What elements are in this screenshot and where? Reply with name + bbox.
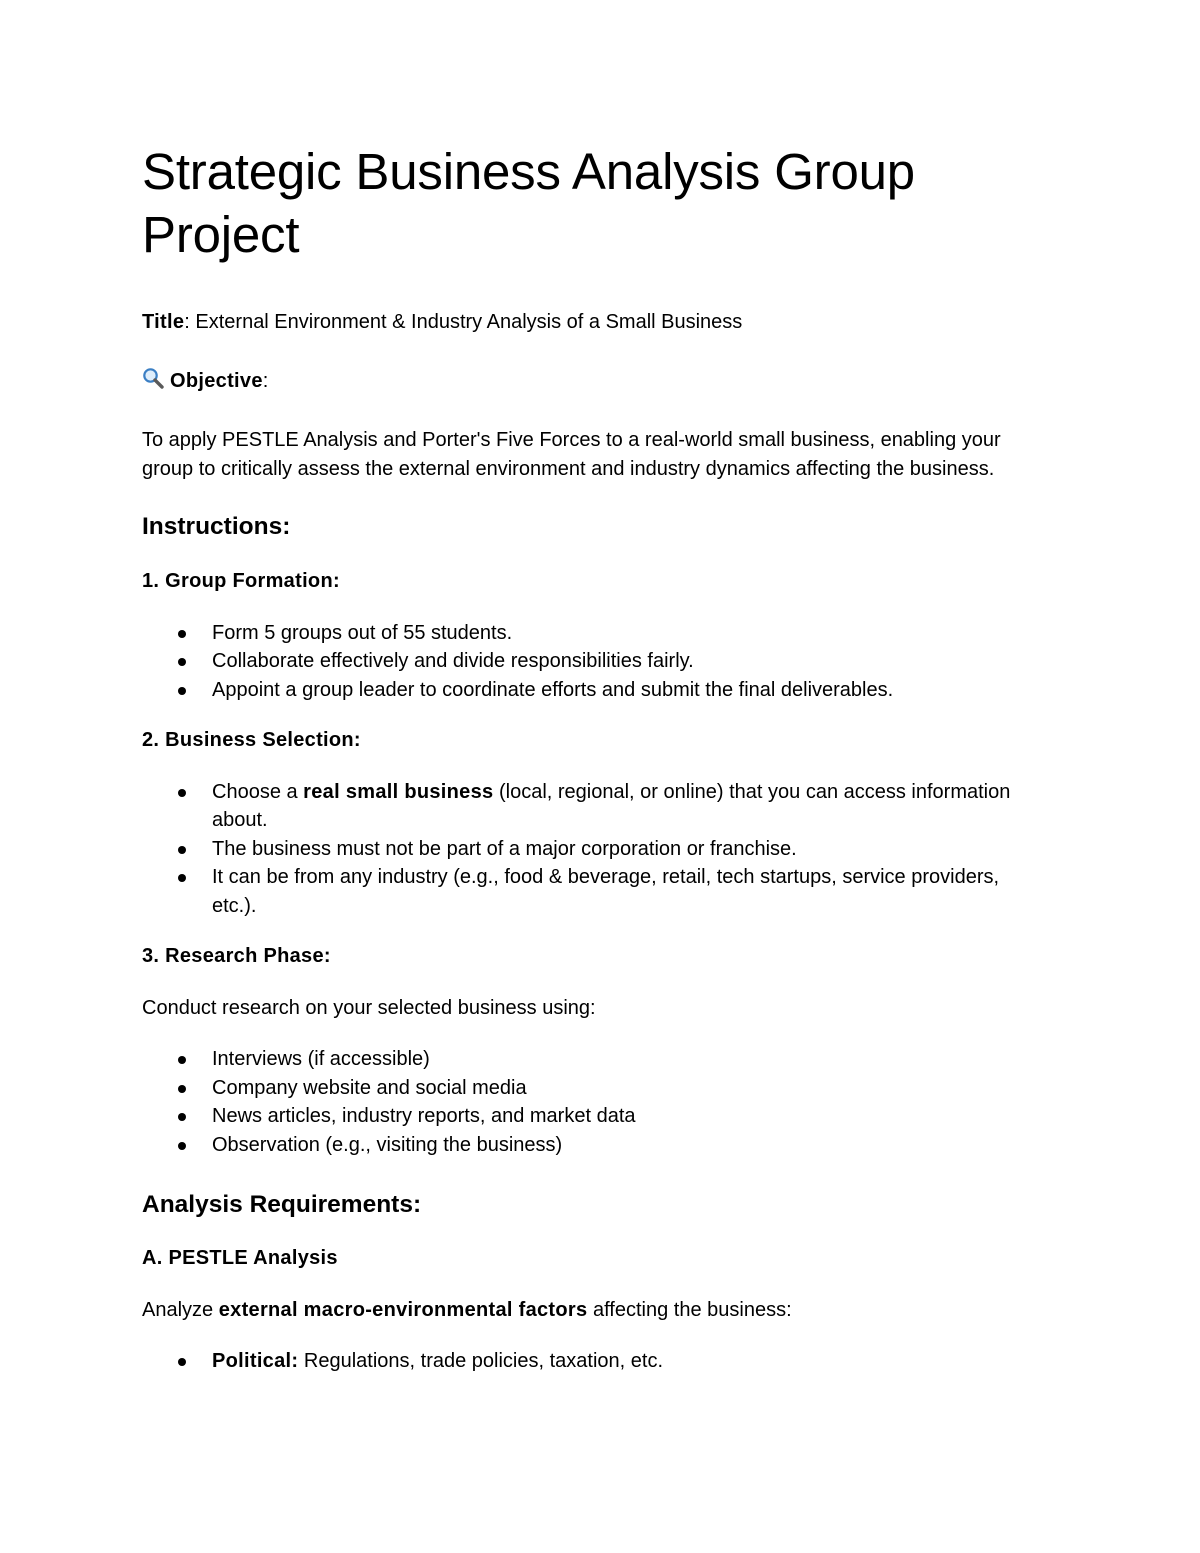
objective-text: To apply PESTLE Analysis and Porter's Five Forces to a real-world small business, enabling your group to critically assess the external environment and industry dynamics affecting the business. (142, 429, 1001, 480)
list-item (142, 1074, 1042, 1103)
list-item (142, 1131, 1042, 1160)
list-item-emphasis: real small business (303, 780, 494, 803)
objective-label: Objective (170, 369, 263, 392)
title-label: Title (142, 311, 185, 333)
political-text: Regulations, trade policies, taxation, etc. (298, 1350, 664, 1372)
business-selection-list (142, 778, 1042, 921)
document-title: Strategic Business Analysis Group Project (142, 143, 915, 263)
analysis-requirements-heading: Analysis Requirements: (142, 1191, 422, 1218)
list-item (142, 863, 1042, 920)
pestle-lead-post: affecting the business: (587, 1298, 792, 1321)
bullet-icon (178, 789, 186, 797)
list-item-text: It can be from any industry (e.g., food & beverage, retail, tech startups, service providers, etc.). (212, 866, 1000, 917)
list-item (142, 1102, 1042, 1131)
group-formation-list (142, 619, 1042, 705)
list-item-text: Collaborate effectively and divide responsibilities fairly. (212, 650, 694, 672)
pestle-lead-text (142, 1296, 1042, 1325)
bullet-icon (178, 658, 186, 666)
list-item-text: News articles, industry reports, and market data (212, 1105, 636, 1127)
magnifying-glass-icon (142, 367, 164, 398)
list-item (142, 1045, 1042, 1074)
list-item-text-pre: Choose a (212, 780, 304, 803)
political-label: Political: (212, 1350, 299, 1372)
bullet-icon (178, 1056, 186, 1064)
pestle-factors-list (142, 1347, 1042, 1376)
research-sources-list (142, 1045, 1042, 1159)
title-separator: : (184, 311, 190, 333)
instructions-heading: Instructions: (142, 513, 291, 540)
bullet-icon (178, 874, 186, 882)
list-item (142, 647, 1042, 676)
research-lead-text: Conduct research on your selected business using: (142, 996, 596, 1019)
document-content (142, 140, 1042, 1376)
list-item-text: Form 5 groups out of 55 students. (212, 621, 513, 644)
group-formation-heading: 1. Group Formation: (142, 570, 340, 592)
list-item (142, 619, 1042, 648)
pestle-lead-emphasis: external macro-environmental factors (218, 1298, 588, 1321)
project-title-line (142, 308, 1042, 337)
list-item-text: The business must not be part of a major corporation or franchise. (212, 837, 797, 860)
objective-heading-line (142, 367, 1042, 398)
list-item (142, 676, 1042, 705)
list-item-text: Company website and social media (212, 1076, 527, 1099)
list-item-text-post: (local, regional, or online) that you can access information about. (212, 780, 1011, 831)
pestle-lead-pre: Analyze (142, 1298, 219, 1321)
list-item-text: Observation (e.g., visiting the business) (212, 1133, 563, 1156)
business-selection-heading: 2. Business Selection: (142, 729, 361, 751)
bullet-icon (178, 1085, 186, 1093)
objective-separator: : (262, 369, 269, 392)
bullet-icon (178, 1113, 186, 1121)
bullet-icon (178, 630, 186, 638)
pestle-heading: A. PESTLE Analysis (142, 1247, 338, 1269)
bullet-icon (178, 846, 186, 854)
list-item-text: Appoint a group leader to coordinate efforts and submit the final deliverables. (212, 678, 894, 701)
bullet-icon (178, 1142, 186, 1150)
list-item (142, 835, 1042, 864)
research-phase-heading: 3. Research Phase: (142, 945, 331, 967)
project-title-value: External Environment & Industry Analysis of a Small Business (189, 311, 743, 333)
bullet-icon (178, 687, 186, 695)
list-item (142, 778, 1042, 835)
bullet-icon (178, 1358, 186, 1366)
list-item-text: Interviews (if accessible) (212, 1048, 430, 1070)
list-item (142, 1347, 1042, 1376)
